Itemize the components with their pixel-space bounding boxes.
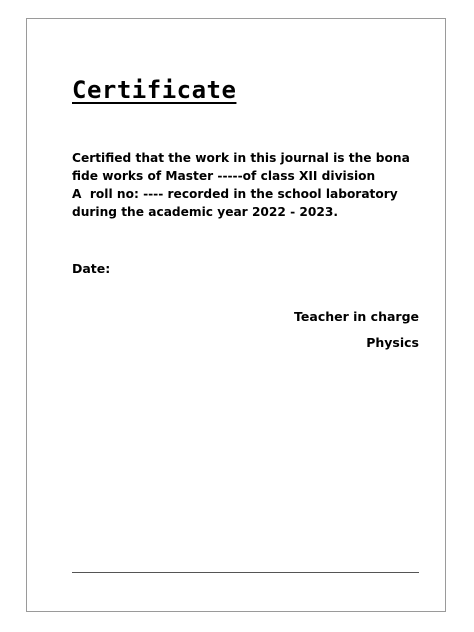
certification-statement bbox=[72, 149, 424, 221]
statement-line: Certified that the work in this journal is the bona bbox=[72, 151, 410, 165]
signature-block bbox=[294, 309, 419, 350]
certificate-title: Certificate bbox=[72, 76, 237, 104]
subject-name: Physics bbox=[366, 335, 419, 350]
date-label: Date: bbox=[72, 261, 111, 276]
statement-line: fide works of Master -----of class XII division bbox=[72, 169, 376, 183]
statement-line: A roll no: ---- recorded in the school laboratory bbox=[72, 187, 398, 201]
statement-line: during the academic year 2022 - 2023. bbox=[72, 205, 338, 219]
footer-divider bbox=[72, 572, 419, 573]
signatory-role: Teacher in charge bbox=[294, 309, 419, 324]
